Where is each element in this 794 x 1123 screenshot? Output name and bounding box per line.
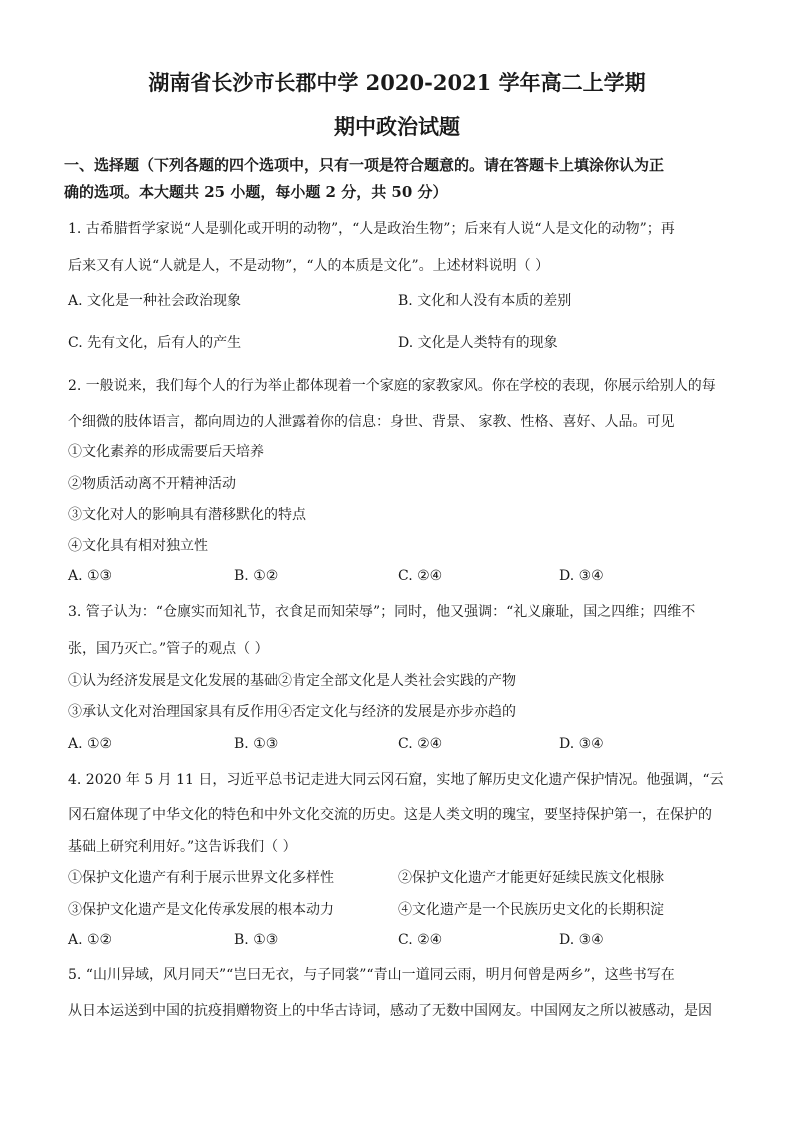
question-2-stem-line2: 个细微的肢体语言，都向周边的人泄露着你的信息：身世、背景、 家教、性格、喜好、人品。可见: [68, 414, 675, 430]
question-1-option-c: C. 先有文化，后有人的产生: [68, 335, 242, 351]
question-4-stem-line2: 冈石窟体现了中华文化的特色和中外文化交流的历史。这是人类文明的瑰宝，要坚持保护第一，在保护的: [68, 807, 712, 823]
question-1-option-a: A. 文化是一种社会政治现象: [68, 293, 242, 309]
question-2-option-b: B. ①②: [234, 568, 279, 584]
question-4-item-2: ②保护文化遗产才能更好延续民族文化根脉: [398, 870, 664, 886]
question-1-option-b: B. 文化和人没有本质的差别: [398, 293, 572, 309]
question-3-option-a: A. ①②: [68, 736, 113, 752]
question-5-stem-line1: 5. “山川异域，风月同天”“岂曰无衣，与子同裳”“青山一道同云雨，明月何曾是两乡”，这些书写在: [68, 967, 675, 983]
question-4-option-d: D. ③④: [559, 932, 604, 948]
section-heading-line2: 确的选项。本大题共 25 小题，每小题 2 分，共 50 分）: [64, 183, 448, 201]
question-3-option-d: D. ③④: [559, 736, 604, 752]
question-4-stem-line1: 4. 2020 年 5 月 11 日，习近平总书记走进大同云冈石窟，实地了解历史文化遗产保护情况。他强调，“云: [68, 772, 724, 788]
exam-title-line2: 期中政治试题: [334, 114, 460, 139]
section-heading-line1: 一、选择题（下列各题的四个选项中，只有一项是符合题意的。请在答题卡上填涂你认为正: [64, 156, 665, 174]
question-2-item-1: ①文化素养的形成需要后天培养: [68, 444, 264, 460]
question-2-item-2: ②物质活动离不开精神活动: [68, 476, 236, 492]
question-1-stem-line1: 1. 古希腊哲学家说“人是驯化或开明的动物”，“人是政治生物”；后来有人说“人是文化的动物”；再: [68, 221, 675, 237]
question-4-option-c: C. ②④: [398, 932, 443, 948]
question-4-item-4: ④文化遗产是一个民族历史文化的长期积淀: [398, 902, 664, 918]
question-3-item-line1: ①认为经济发展是文化发展的基础②肯定全部文化是人类社会实践的产物: [68, 673, 516, 689]
question-2-option-d: D. ③④: [559, 568, 604, 584]
question-2-stem-line1: 2. 一般说来，我们每个人的行为举止都体现着一个家庭的家教家风。你在学校的表现，你展示给别人的每: [68, 378, 716, 394]
question-4-item-3: ③保护文化遗产是文化传承发展的根本动力: [68, 902, 334, 918]
question-3-stem-line1: 3. 管子认为：“仓廪实而知礼节，衣食足而知荣辱”；同时，他又强调：“礼义廉耻，国之四维；四维不: [68, 604, 696, 620]
question-4-item-1: ①保护文化遗产有利于展示世界文化多样性: [68, 870, 334, 886]
question-5-stem-line2: 从日本运送到中国的抗疫捐赠物资上的中华古诗词，感动了无数中国网友。中国网友之所以被感动，是因: [68, 1003, 712, 1019]
question-4-option-a: A. ①②: [68, 932, 113, 948]
question-2-item-3: ③文化对人的影响具有潜移默化的特点: [68, 507, 306, 523]
question-4-option-b: B. ①③: [234, 932, 279, 948]
question-3-item-line2: ③承认文化对治理国家具有反作用④否定文化与经济的发展是亦步亦趋的: [68, 704, 516, 720]
question-3-stem-line2: 张，国乃灭亡。”管子的观点（ ）: [68, 641, 269, 657]
question-1-option-d: D. 文化是人类特有的现象: [398, 335, 558, 351]
exam-title-line1: 湖南省长沙市长郡中学 2020-2021 学年高二上学期: [148, 70, 646, 95]
question-2-option-c: C. ②④: [398, 568, 443, 584]
question-4-stem-line3: 基础上研究利用好。”这告诉我们（ ）: [68, 839, 297, 855]
question-3-option-b: B. ①③: [234, 736, 279, 752]
question-3-option-c: C. ②④: [398, 736, 443, 752]
question-2-item-4: ④文化具有相对独立性: [68, 538, 208, 554]
question-1-stem-line2: 后来又有人说“人就是人，不是动物”，“人的本质是文化”。上述材料说明（ ）: [68, 258, 550, 274]
question-2-option-a: A. ①③: [68, 568, 113, 584]
